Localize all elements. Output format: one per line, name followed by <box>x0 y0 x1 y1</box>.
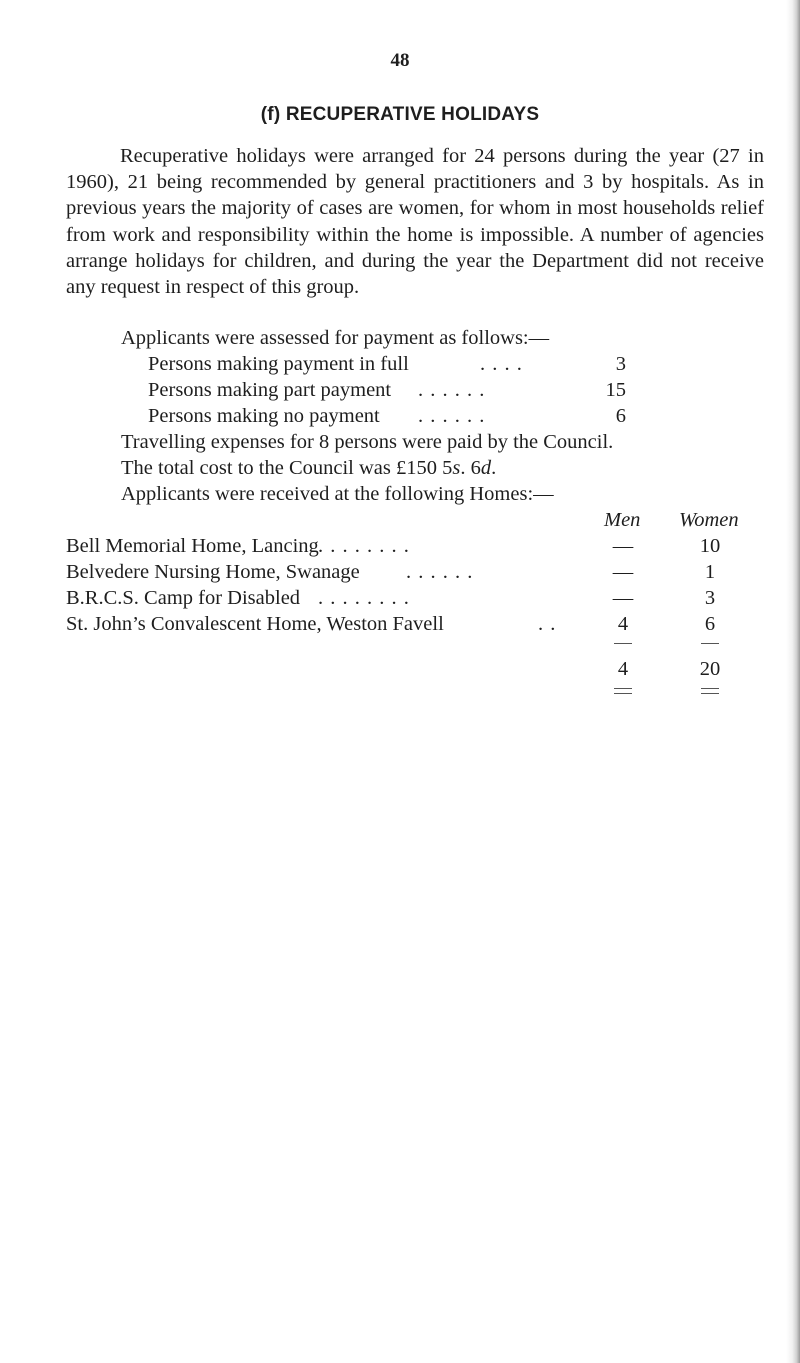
total-double-rule-women <box>701 688 719 694</box>
dot-leaders: . . . . . . <box>406 561 474 583</box>
total-cost-amount: £150 5 <box>396 457 453 479</box>
dot-leaders: . . . . . . . . <box>318 587 410 609</box>
column-heading-men: Men <box>604 509 641 531</box>
subtotal-rule-women <box>701 643 719 644</box>
home-name: Bell Memorial Home, Lancing <box>66 535 319 557</box>
home-men-count: — <box>612 535 634 557</box>
column-heading-women: Women <box>679 509 739 531</box>
home-name: B.R.C.S. Camp for Disabled <box>66 587 301 609</box>
total-cost-prefix: The total cost to the Council was <box>121 457 396 479</box>
payment-row-label: Persons making payment in full <box>148 353 409 375</box>
payment-row-value: 6 <box>615 405 626 427</box>
dot-leaders: . . . . . . <box>418 379 486 401</box>
travelling-note: Travelling expenses for 8 persons were paid by the Council. <box>121 431 614 453</box>
section-heading: (f) RECUPERATIVE HOLIDAYS <box>260 104 540 125</box>
total-cost-line <box>121 455 496 481</box>
shillings-symbol: s <box>452 457 461 479</box>
dot-leaders: . . . . . . <box>418 405 486 427</box>
payment-row-value: 15 <box>605 379 626 401</box>
home-women-count: 10 <box>699 535 721 557</box>
total-men: 4 <box>617 658 629 680</box>
home-women-count: 6 <box>704 613 716 635</box>
total-cost-mid: . 6 <box>460 457 481 479</box>
payment-row-label: Persons making no payment <box>148 405 380 427</box>
payment-row-label: Persons making part payment <box>148 379 392 401</box>
home-men-count: — <box>612 587 634 609</box>
home-name: St. John’s Convalescent Home, Weston Favell <box>66 613 444 635</box>
home-men-count: — <box>612 561 634 583</box>
total-women: 20 <box>699 658 721 680</box>
home-women-count: 1 <box>704 561 716 583</box>
payment-intro: Applicants were assessed for payment as follows:— <box>121 327 550 349</box>
home-women-count: 3 <box>704 587 716 609</box>
dot-leaders: . . <box>538 613 557 635</box>
total-double-rule-men <box>614 688 632 694</box>
dot-leaders: . . . . <box>480 353 523 375</box>
payment-row-value: 3 <box>615 353 626 375</box>
pence-symbol: d <box>480 457 492 479</box>
page-edge-shadow <box>786 0 800 1363</box>
dot-leaders: . . . . . . . . <box>318 535 410 557</box>
subtotal-rule-men <box>614 643 632 644</box>
total-cost-end: . <box>491 457 497 479</box>
page-number: 48 <box>390 50 410 71</box>
homes-intro: Applicants were received at the following Homes:— <box>121 483 554 505</box>
intro-paragraph: Recuperative holidays were arranged for 24 persons during the year (27 in 1960), 21 being recommended by general practitioners and 3 by hospitals. As in previous years the majority of cases are women, for whom in most households relief from work and responsibility within the home is impossible. A number of agencies arrange holidays for children, and during the year the Department did not receive any request in respect of this group. <box>66 145 764 299</box>
home-men-count: 4 <box>617 613 629 635</box>
home-name: Belvedere Nursing Home, Swanage <box>66 561 360 583</box>
